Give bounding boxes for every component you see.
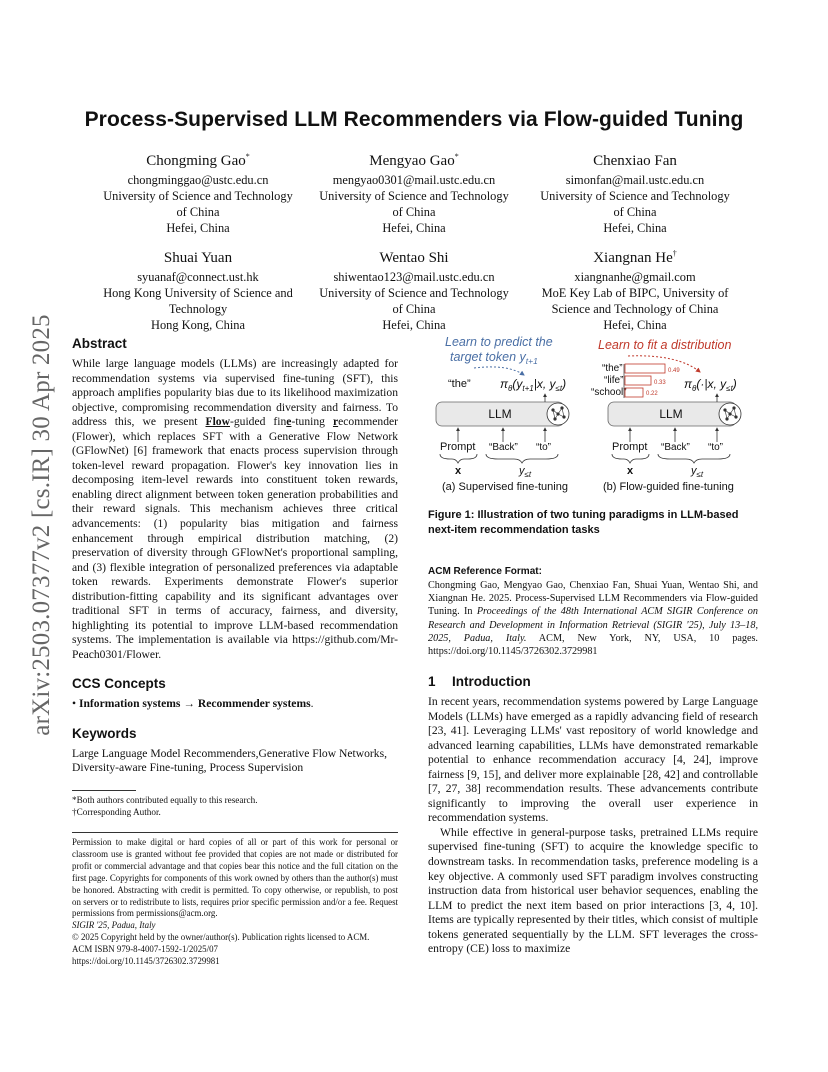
right-school-token: “school”	[591, 387, 627, 398]
intro-body	[428, 695, 758, 957]
subcaption-b: (b) Flow-guided fine-tuning	[603, 481, 734, 493]
left-y-label: $y_{\le t}$	[519, 465, 532, 479]
author-name: Mengyao Gao*	[369, 152, 459, 169]
author-email: xiangnanhe@gmail.com	[574, 270, 696, 284]
author-block	[525, 147, 745, 236]
left-column	[72, 336, 398, 968]
author-block	[304, 244, 524, 333]
left-the-token: “the”	[448, 378, 471, 390]
author-location: Hong Kong, China	[151, 318, 245, 332]
arxiv-stamp-text: arXiv:2503.07377v2 [cs.IR] 30 Apr 2025	[28, 314, 55, 736]
prob-life: 0.33	[654, 380, 666, 386]
permission-text: Permission to make digital or hard copies of all or part of this work for personal or classroom use is granted without fee provided that copies are not made or distributed for profit or commercial advantage and that copies bear this notice and the full citation on the first page. Copyrights for components of this work owned by others than the author(s) must be honored. Abstracting with credit is permitted. To copy otherwise, or republish, to post on servers or to redistribute to lists, requires prior specific permission and/or a fee. Request permissions from permissions@acm.org.	[72, 836, 398, 919]
author-affiliation: Science and Technology of China	[551, 302, 719, 316]
left-annotation-line2: target token $y_{t+1}$	[450, 350, 538, 366]
author-email: chongminggao@ustc.edu.cn	[127, 173, 269, 187]
author-name: Xiangnan He†	[593, 249, 677, 266]
paper-title: Process-Supervised LLM Recommenders via Flow-guided Tuning	[84, 108, 744, 131]
ccs-heading: CCS Concepts	[72, 676, 166, 692]
author-location: Hefei, China	[166, 221, 230, 235]
left-prompt-label: Prompt	[440, 441, 476, 453]
acm-ref-heading: ACM Reference Format:	[428, 566, 542, 577]
right-to-label: “to”	[708, 442, 723, 453]
author-affiliation: Technology	[168, 302, 228, 316]
prob-bar-the	[625, 364, 665, 373]
author-email: shiwentao123@mail.ustc.edu.cn	[333, 270, 495, 284]
prob-bar-life	[625, 376, 651, 385]
left-llm-label: LLM	[488, 407, 512, 421]
prob-the: 0.49	[668, 368, 680, 374]
abstract-heading: Abstract	[72, 336, 127, 351]
network-icon	[547, 403, 569, 425]
author-block	[88, 147, 308, 236]
right-prompt-label: Prompt	[612, 441, 648, 453]
arxiv-stamp	[22, 290, 62, 760]
permission-copyright: © 2025 Copyright held by the owner/author(s). Publication rights licensed to ACM.	[72, 932, 370, 943]
acm-ref-text: Chongming Gao, Mengyao Gao, Chenxiao Fan, Shuai Yuan, Wentao Shi, and Xiangnan He. 2025. Process-Supervised LLM Recommenders via Flow-guided Tuning. In Proceedings of the 48th International ACM SIGIR Conference on Research and Development in Information Retrieval (SIGIR '25), July 13–18, 2025, Padua, Italy. ACM, New York, NY, USA, 10 pages. https://doi.org/10.1145/3726302.3729981	[428, 580, 758, 658]
author-block	[88, 244, 308, 333]
author-block	[304, 147, 524, 236]
left-x-label: x	[454, 465, 462, 477]
author-location: Hefei, China	[382, 318, 446, 332]
author-affiliation: Hong Kong University of Science and	[103, 286, 293, 300]
author-affiliation: of China	[392, 302, 436, 316]
left-policy: $\pi_\theta(y_{t+1}|x$, $y_{\le t}$)	[500, 377, 567, 393]
left-annotation-arrow	[474, 367, 524, 375]
author-location: Hefei, China	[382, 221, 446, 235]
right-the-token: “the”	[602, 363, 623, 374]
subcaption-a: (a) Supervised fine-tuning	[442, 481, 568, 493]
author-affiliation: University of Science and Technology	[319, 286, 509, 300]
author-name: Shuai Yuan	[163, 250, 233, 266]
figure-caption-block	[428, 508, 758, 537]
author-affiliation: of China	[176, 205, 220, 219]
author-name: Chenxiao Fan	[593, 153, 677, 169]
author-name: Wentao Shi	[379, 250, 449, 266]
right-x-label: x	[626, 465, 634, 477]
right-back-label: “Back”	[661, 442, 690, 453]
abstract-body: While large language models (LLMs) are increasingly adapted for recommendation systems via supervised fine-tuning (SFT), this approach amplifies popularity bias due to its likelihood maximization objective, compromising recommendation diversity and fairness. To address this, we present Flow-guided fine-tuning recommender (Flower), which replaces SFT with a Generative Flow Network (GFlowNet) [6] framework that enacts process supervision through token-level reward propagation. Flower's key innovation lies in decomposing item-level rewards into constituent token rewards, enabling direct alignment between token generation probabilities and their reward signals. This mechanism achieves three critical advancements: (1) popularity bias mitigation and fairness enhancement through empirical distribution matching, (2) preservation of diversity through GFlowNet's proportional sampling, and (3) flexible integration of personalized preferences via adaptable token rewards. Experiments demonstrate Flower's superior distribution-fitting capability and its significant advantages over traditional SFT in terms of accuracy, fairness, and diversity, highlighting its potential to improve LLM-based recommendation systems. The implementation is available via https://github.com/Mr-Peach0301/Flower.	[72, 357, 398, 661]
prob-bar-school	[625, 388, 643, 397]
network-icon	[719, 403, 741, 425]
left-back-label: “Back”	[489, 442, 518, 453]
footnote: *Both authors contributed equally to this research.	[72, 794, 258, 805]
left-annotation-line1: Learn to predict the	[445, 335, 553, 349]
author-affiliation: University of Science and Technology	[319, 189, 509, 203]
author-affiliation: University of Science and Technology	[103, 189, 293, 203]
author-location: Hefei, China	[603, 221, 667, 235]
intro-paragraph: In recent years, recommendation systems powered by Large Language Models (LLMs) have emerged as a rapidly advancing field of research [23, 41]. Leveraging LLMs' vast repository of world knowledge and advanced learning capabilities, LLMs have demonstrated remarkable potential to enhance recommendation accuracy [4, 24], improve fairness [9, 15], and deliver more explainable [28, 42] and controllable [7, 27, 38] recommendation results. These advancements contribute significantly to improving the overall user experience in recommendation systems.	[428, 695, 758, 825]
author-name: Chongming Gao*	[146, 152, 250, 169]
permission-isbn: ACM ISBN 979-8-4007-1592-1/2025/07	[72, 944, 218, 955]
prob-school: 0.22	[646, 391, 658, 397]
right-y-label: $y_{\le t}$	[691, 465, 704, 479]
intro-paragraph: While effective in general-purpose tasks, pretrained LLMs require supervised fine-tuning (SFT) to acquire the knowledge specific to downstream tasks. In recommendation tasks, preference modeling is a key objective. A commonly used SFT paradigm involves constructing instruction data from historical user behavior sequences, enabling the LLM to predict the next item based on prior interactions [3, 4, 10]. Items are typically represented by their titles, which consist of multiple tokens generated sequentially by the LLM. SFT leverages the cross-entropy (CE) loss to maximize	[428, 825, 759, 956]
left-to-label: “to”	[536, 442, 551, 453]
author-block	[525, 244, 745, 333]
acm-reference-block	[428, 566, 758, 658]
intro-heading: 1 Introduction	[428, 674, 531, 689]
author-affiliation: MoE Key Lab of BIPC, University of	[541, 286, 729, 300]
right-annotation: Learn to fit a distribution	[598, 338, 732, 352]
author-affiliation: of China	[392, 205, 436, 219]
author-affiliation: University of Science and Technology	[540, 189, 730, 203]
right-life-token: “life”	[604, 375, 624, 386]
footnote: †Corresponding Author.	[72, 806, 161, 817]
author-email: syuanaf@connect.ust.hk	[137, 270, 259, 284]
ccs-concepts: • Information systems → Recommender systems.	[72, 697, 314, 711]
keywords-text: Large Language Model Recommenders,Generative Flow Networks, Diversity-aware Fine-tuning, Process Supervision	[72, 746, 387, 775]
introduction-section	[428, 674, 758, 957]
author-email: simonfan@mail.ustc.edu.cn	[565, 173, 705, 187]
author-affiliation: of China	[613, 205, 657, 219]
permission-venue: SIGIR '25, Padua, Italy	[72, 920, 156, 931]
author-location: Hefei, China	[603, 318, 667, 332]
right-policy: $\pi_\theta(\cdot|x$, $y_{\le t}$)	[684, 377, 737, 393]
author-email: mengyao0301@mail.ustc.edu.cn	[332, 173, 496, 187]
footnote-rule	[72, 790, 136, 791]
permission-rule	[72, 832, 398, 833]
permission-doi: https://doi.org/10.1145/3726302.3729981	[72, 956, 220, 967]
right-llm-label: LLM	[659, 407, 683, 421]
keywords-heading: Keywords	[72, 725, 137, 741]
figure-1	[428, 332, 760, 504]
figure-caption: Figure 1: Illustration of two tuning paradigms in LLM-based next-item recommendation tasks	[428, 509, 739, 536]
